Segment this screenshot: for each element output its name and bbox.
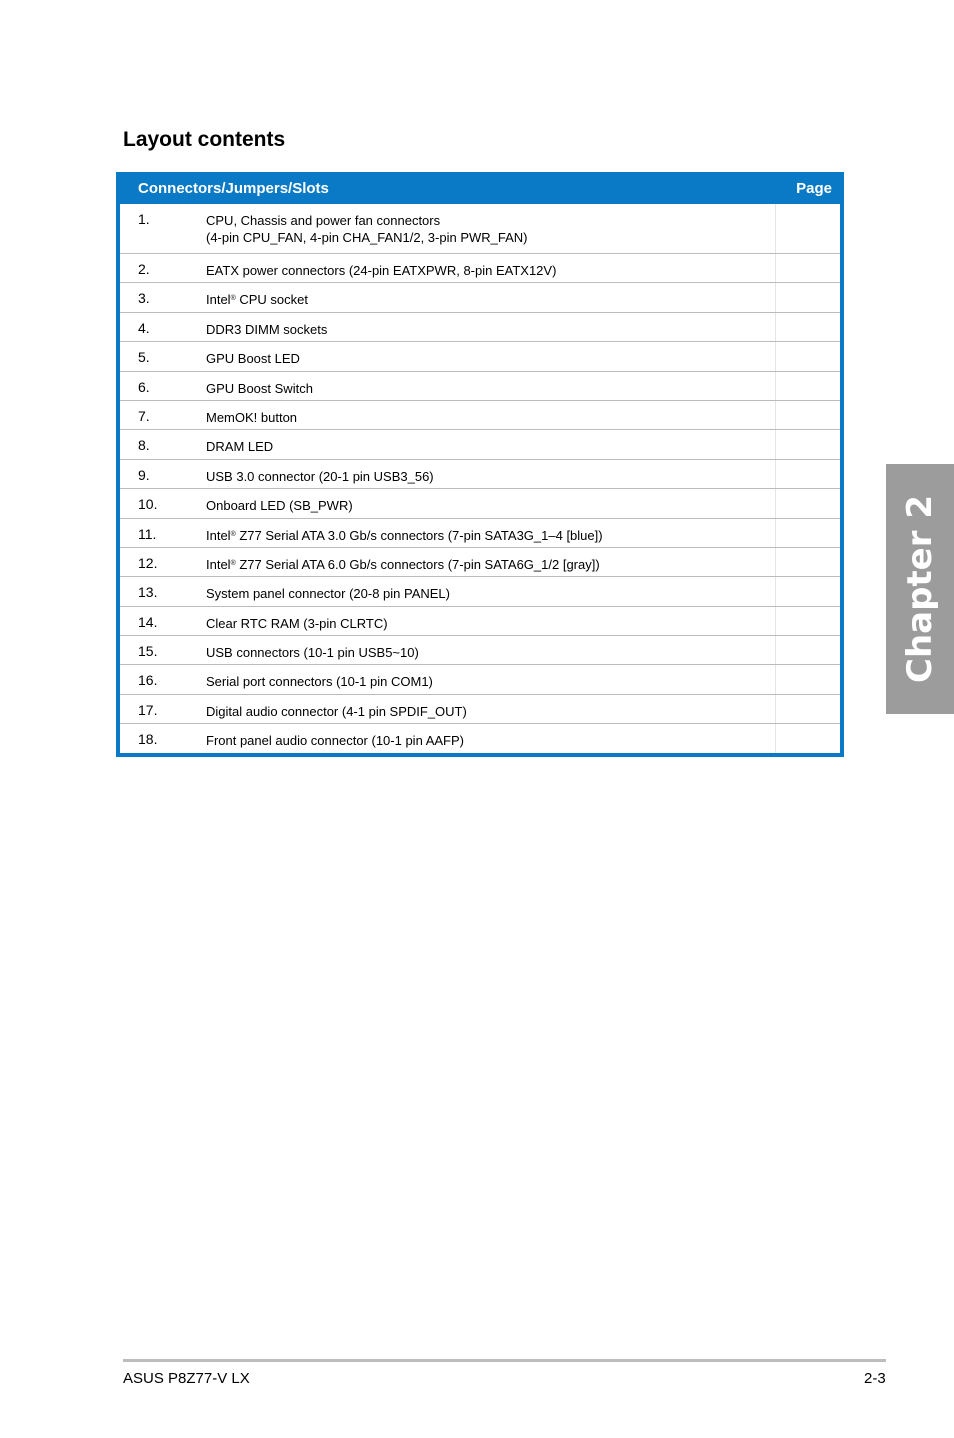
table-row [120, 576, 840, 605]
registered-mark: ® [230, 559, 236, 567]
row-number: 2. [138, 261, 150, 277]
row-number: 6. [138, 378, 150, 395]
table-row [120, 664, 840, 693]
row-description-post: CPU socket [235, 292, 308, 308]
registered-mark: ® [230, 530, 236, 538]
row-number: 17. [138, 701, 158, 718]
row-description: MemOK! button [206, 409, 298, 425]
row-page-cell [775, 519, 840, 547]
row-number: 10. [138, 496, 158, 513]
row-page-cell [775, 401, 840, 429]
row-page-cell [775, 548, 840, 576]
table-row [120, 488, 840, 517]
row-description-pre: Intel [206, 556, 231, 572]
row-description-post: Z77 Serial ATA 3.0 Gb/s connectors (7-pin SATA3G_1–4 [blue]) [235, 527, 603, 543]
row-number: 5. [138, 349, 150, 366]
row-number: 16. [138, 672, 158, 689]
row-description: USB connectors (10-1 pin USB5~10) [206, 645, 419, 661]
chapter-tab [886, 464, 954, 714]
row-number: 18. [138, 731, 158, 748]
row-number: 14. [138, 613, 158, 630]
table-row [120, 341, 840, 370]
row-number: 13. [138, 584, 158, 601]
footer-divider [123, 1359, 886, 1362]
row-description: System panel connector (20-8 pin PANEL) [206, 586, 450, 602]
row-description: DDR3 DIMM sockets [206, 321, 328, 337]
header-connectors-label: Connectors/Jumpers/Slots [138, 180, 329, 197]
row-description: GPU Boost LED [206, 351, 300, 367]
row-description [206, 556, 600, 573]
row-page-cell [775, 430, 840, 458]
row-page-cell [775, 607, 840, 635]
row-description [206, 527, 603, 544]
table-row [120, 635, 840, 664]
table-row [120, 282, 840, 311]
row-description: Clear RTC RAM (3-pin CLRTC) [206, 615, 388, 631]
row-page-cell [775, 489, 840, 517]
row-description: DRAM LED [206, 439, 274, 455]
table-row [120, 429, 840, 458]
row-description: USB 3.0 connector (20-1 pin USB3_56) [206, 468, 434, 484]
row-page-cell [775, 313, 840, 341]
row-description: Serial port connectors (10-1 pin COM1) [206, 674, 433, 690]
table-row [120, 459, 840, 488]
row-number: 4. [138, 319, 150, 336]
row-description-pre: Intel [206, 527, 231, 543]
layout-contents-table [116, 172, 844, 757]
registered-mark: ® [230, 295, 236, 303]
row-description-line1: CPU, Chassis and power fan connectors [206, 213, 441, 228]
table-row [120, 312, 840, 341]
table-row [120, 694, 840, 723]
row-number: 11. [138, 525, 157, 542]
row-page-cell [775, 372, 840, 400]
table-row [120, 204, 840, 253]
row-description-post: Z77 Serial ATA 6.0 Gb/s connectors (7-pin SATA6G_1/2 [gray]) [235, 556, 600, 572]
row-number: 12. [138, 554, 158, 571]
table-row [120, 723, 840, 752]
row-description: Front panel audio connector (10-1 pin AAFP) [206, 733, 464, 749]
row-number: 1. [138, 211, 150, 227]
row-page-cell [775, 342, 840, 370]
row-number: 3. [138, 290, 150, 307]
table-row [120, 518, 840, 547]
footer-product-name: ASUS P8Z77-V LX [123, 1370, 250, 1387]
row-description: Digital audio connector (4-1 pin SPDIF_OUT) [206, 703, 467, 719]
header-page-label: Page [796, 180, 832, 197]
row-description: GPU Boost Switch [206, 380, 313, 396]
section-title: Layout contents [123, 128, 286, 151]
row-page-cell [775, 695, 840, 723]
table-row [120, 606, 840, 635]
row-page-cell [775, 665, 840, 693]
row-page-cell [775, 254, 840, 282]
chapter-tab-label: Chapter 2 [900, 494, 940, 684]
row-page-cell [775, 636, 840, 664]
row-description: EATX power connectors (24-pin EATXPWR, 8-pin EATX12V) [206, 263, 557, 278]
footer-page-number: 2-3 [864, 1370, 886, 1387]
row-number: 15. [138, 643, 158, 660]
table-row [120, 371, 840, 400]
row-page-cell [775, 204, 840, 253]
row-description-pre: Intel [206, 292, 231, 308]
row-number: 8. [138, 437, 150, 454]
table-row [120, 253, 840, 282]
row-page-cell [775, 283, 840, 311]
table-header [120, 172, 840, 204]
table-body [120, 204, 840, 753]
row-description [206, 291, 308, 308]
row-number: 7. [138, 407, 150, 424]
row-description: Onboard LED (SB_PWR) [206, 498, 353, 514]
row-description-line2: (4-pin CPU_FAN, 4-pin CHA_FAN1/2, 3-pin PWR_FAN) [206, 230, 528, 245]
row-page-cell [775, 577, 840, 605]
row-number: 9. [138, 466, 150, 483]
row-page-cell [775, 724, 840, 752]
row-description [206, 212, 528, 246]
table-row [120, 400, 840, 429]
row-page-cell [775, 460, 840, 488]
table-row [120, 547, 840, 576]
